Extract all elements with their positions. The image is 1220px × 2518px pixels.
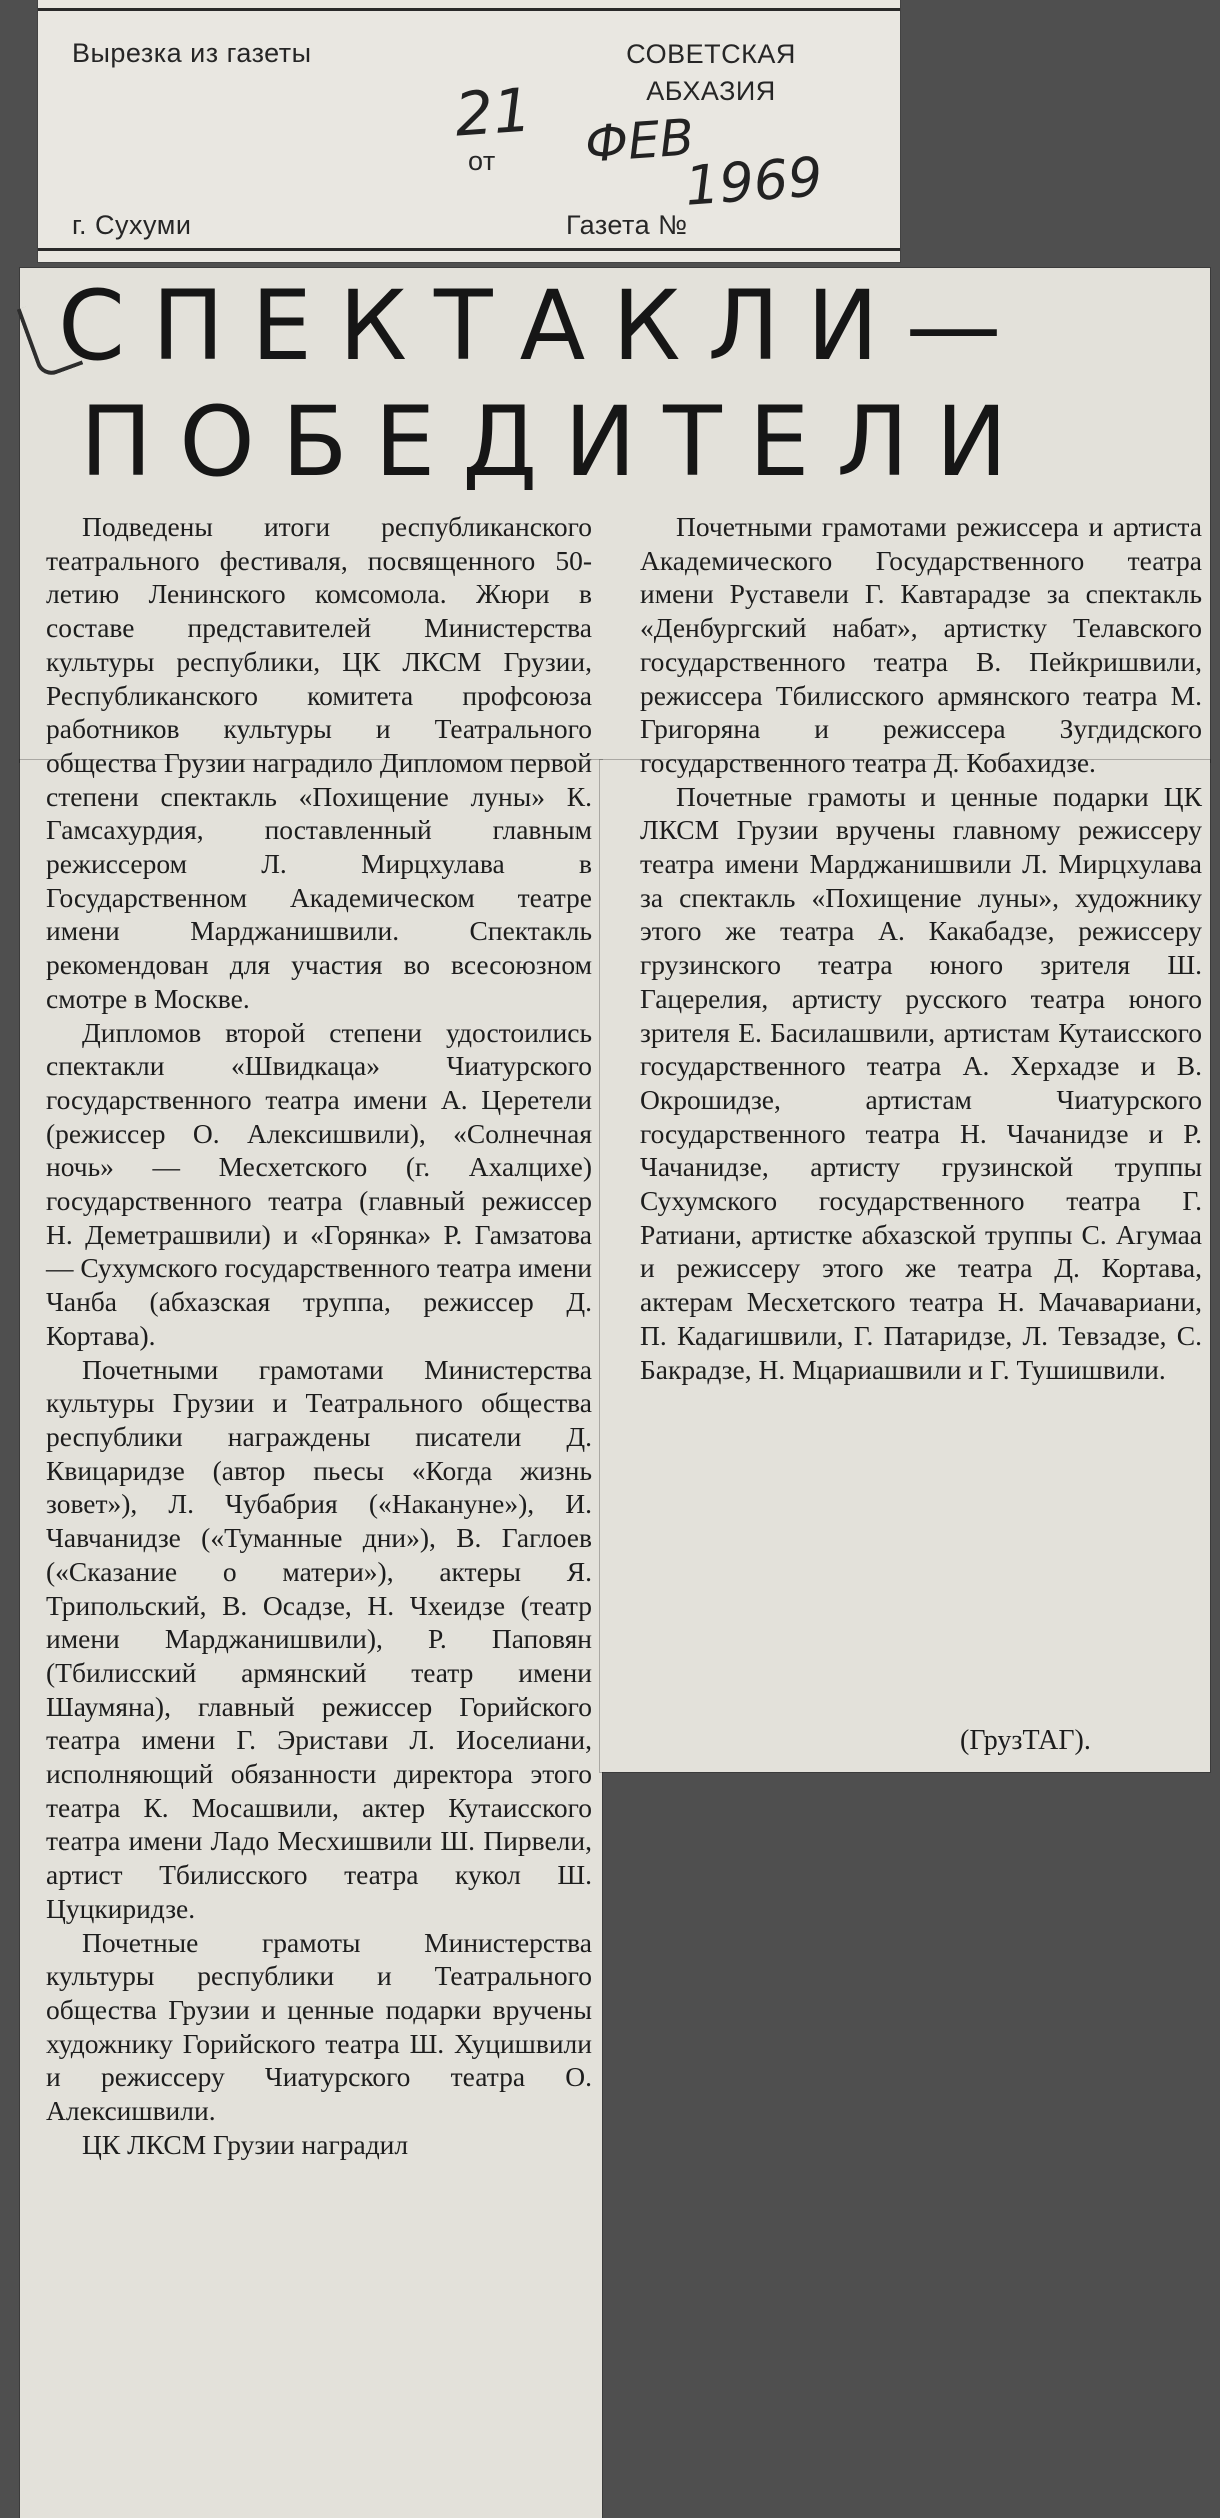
- clipping-label: Вырезка из газеты: [72, 38, 312, 68]
- article-headline: [58, 268, 1198, 500]
- headline-line1: СПЕКТАКЛИ—: [58, 270, 1029, 382]
- article-paragraph: Почетные грамоты Министерства культуры республики и Театрального общества Грузии и ценные подарки вручены художнику Горийского театра Ш. Хуцишвили и режиссеру Чиатурского театра О. Алексишвили.: [46, 1926, 592, 2127]
- article-paragraph: Подведены итоги республиканского театрального фестиваля, посвященного 50-летию Ленинского комсомола. Жюри в составе представителей Министерства культуры республики, ЦК ЛКСМ Грузии, Республиканского комитета профсоюза работников культуры и Театрального общества Грузии наградило Дипломом первой степени спектакль «Похищение луны» К. Гамсахурдия, поставленный главным режиссером Л. Мирцхулава в Государственном Академическом театре имени Марджанишвили. Спектакль рекомендован для участия во всесоюзном смотре в Москве.: [46, 511, 592, 1014]
- article-signature: (ГрузТАГ).: [960, 1725, 1091, 1756]
- article-column-right: [640, 510, 1202, 1386]
- article-paragraph: Дипломов второй степени удостоились спектакли «Швидкаца» Чиатурского государственного театра имени А. Церетели (режиссер О. Алексишвили), «Солнечная ночь» — Месхетского (г. Ахалцихе) государственного театра (главный режиссер Н. Деметрашвили) и «Горянка» Р. Гамзатова — Сухумского государственного театра имени Чанба (абхазская труппа, режиссер Д. Кортава).: [46, 1016, 592, 1351]
- newspaper-name: [566, 36, 856, 110]
- article-paragraph: Почетными грамотами режиссера и артиста Академического Государственного театра имени Руставели Г. Кавтарадзе за спектакль «Денбургский набат», артистку Телавского государственного театра В. Пейкришвили, режиссера Тбилисского армянского театра М. Григоряна и режиссера Зугдидского государственного театра Д. Кобахидзе.: [640, 511, 1202, 778]
- city-label: г. Сухуми: [72, 210, 192, 240]
- newspaper-name-line2: АБХАЗИЯ: [646, 76, 776, 106]
- article-paragraph: Почетные грамоты и ценные подарки ЦК ЛКСМ Грузии вручены главному режиссеру театра имени Марджанишвили Л. Мирцхулава за спектакль «Похищение луны», художнику этого же театра А. Какабадзе, режиссеру грузинского театра юного зрителя Ш. Гацерелия, артисту русского театра юного зрителя Е. Басилашвили, артистам Кутаисского государственного театра А. Херхадзе и В. Окрошидзе, артистам Чиатурского государственного театра Н. Чачанидзе и Р. Чачанидзе, артисту грузинской труппы Сухумского государственного театра Г. Ратиани, артистке абхазской труппы С. Агумаа и режиссеру этого же театра Д. Кортава, актерам Месхетского театра Н. Мачавариани, П. Кадагишвили, Г. Патаридзе, Л. Тевзадзе, С. Бакрадзе, Н. Мцариашвили и Г. Тушишвили.: [640, 780, 1202, 1385]
- article-column-left: [46, 510, 592, 2161]
- handwritten-date-month: ФЕВ: [583, 108, 696, 174]
- issue-label: Газета №: [566, 210, 688, 240]
- article-paragraph: ЦК ЛКСМ Грузии наградил: [82, 2128, 409, 2160]
- header-bottom-rule: [38, 248, 900, 251]
- article-paragraph: Почетными грамотами Министерства культуры Грузии и Театрального общества республики награждены писатели Д. Квицаридзе (автор пьесы «Когда жизнь зовет»), Л. Чубабрия («Накануне»), И. Чавчанидзе («Туманные дни»), В. Гаглоев («Сказание о матери»), актеры Я. Трипольский, В. Осадзе, Н. Чхеидзе (театр имени Марджанишвили), Р. Паповян (Тбилисский армянский театр имени Шаумяна), главный режиссер Горийского театра имени Г. Эристави Л. Иоселиани, исполняющий обязанности директора этого театра К. Мосашвили, актер Кутаисского театра имени Ладо Месхишвили Ш. Пирвели, артист Тбилисского театра кукол Ш. Цуцкиридзе.: [46, 1353, 592, 1924]
- header-top-rule: [38, 8, 900, 11]
- headline-line2: ПОБЕДИТЕЛИ: [80, 386, 1035, 498]
- date-label: от: [468, 146, 496, 176]
- newspaper-name-line1: СОВЕТСКАЯ: [626, 39, 796, 69]
- handwritten-date-year: 1969: [682, 145, 825, 218]
- handwritten-date-day: 21: [452, 75, 534, 151]
